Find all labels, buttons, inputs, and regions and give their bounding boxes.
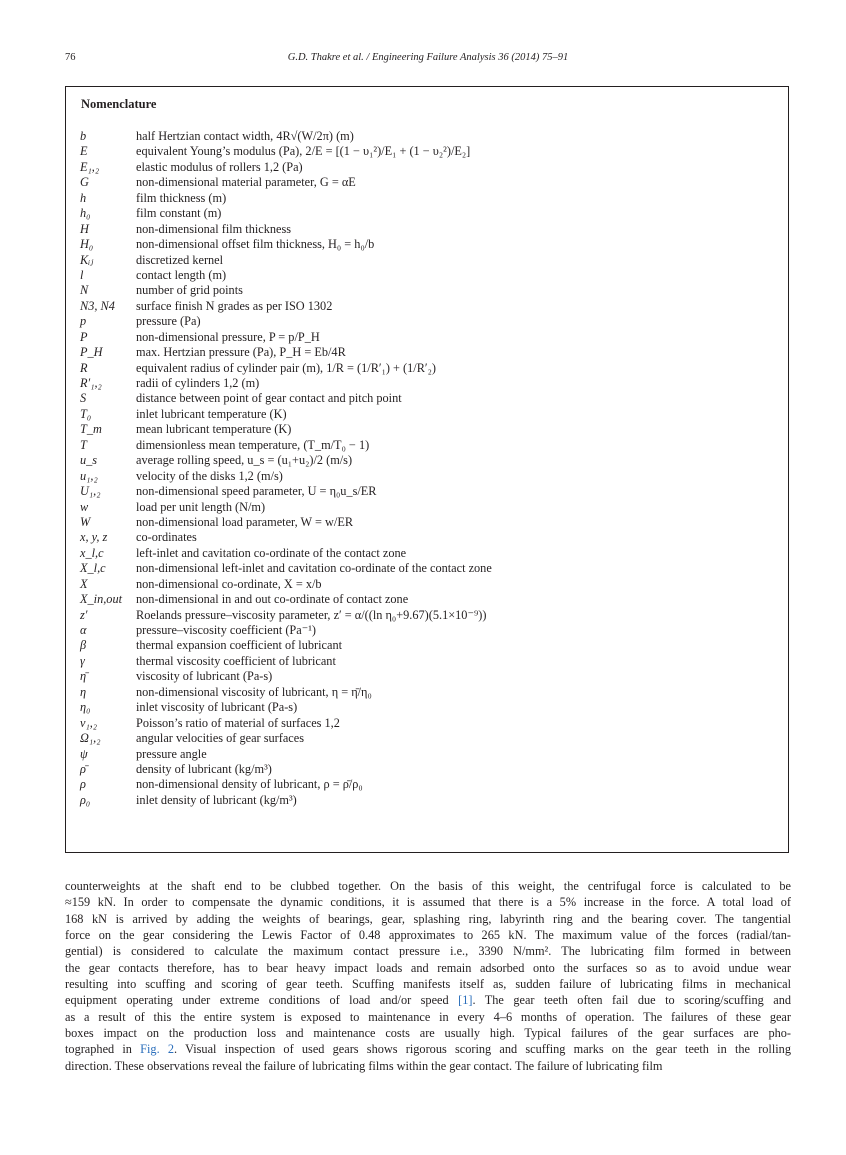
nomenclature-definition: non-dimensional offset film thickness, H₀ = h₀/b <box>136 237 375 252</box>
nomenclature-definition: viscosity of lubricant (Pa-s) <box>136 669 273 684</box>
nomenclature-row <box>80 623 770 638</box>
nomenclature-row <box>80 777 770 792</box>
nomenclature-symbol: X <box>80 576 88 591</box>
nomenclature-symbol: W <box>80 514 91 529</box>
nomenclature-symbol: Ω₁,₂ <box>80 731 101 746</box>
nomenclature-definition: velocity of the disks 1,2 (m/s) <box>136 468 283 483</box>
nomenclature-symbol: ρ̄ <box>80 761 86 776</box>
nomenclature-definition: discretized kernel <box>136 252 224 267</box>
nomenclature-symbol: X_l,c <box>80 561 106 576</box>
nomenclature-row <box>80 654 770 669</box>
nomenclature-row <box>80 175 770 190</box>
nomenclature-symbol: η₀ <box>80 700 91 715</box>
nomenclature-symbol: H <box>80 221 89 236</box>
nomenclature-symbol: R <box>80 360 88 375</box>
nomenclature-symbol: E₁,₂ <box>80 159 100 174</box>
nomenclature-row <box>80 144 770 159</box>
nomenclature-symbol: T <box>80 437 87 452</box>
nomenclature-symbol: z′ <box>80 607 88 622</box>
nomenclature-symbol: β <box>80 638 87 653</box>
nomenclature-definition: pressure–viscosity coefficient (Pa⁻¹) <box>136 623 317 637</box>
nomenclature-row <box>80 608 770 623</box>
nomenclature-symbol: l <box>80 267 84 282</box>
nomenclature-definition: load per unit length (N/m) <box>136 499 266 514</box>
nomenclature-row <box>80 700 770 715</box>
body-line: the gear contacts therefore, has to bear heavy impact loads and remain adsorbed onto the surfaces so as to avoid undue wear <box>65 960 791 975</box>
nomenclature-symbol: E <box>80 144 88 159</box>
nomenclature-symbol: G <box>80 175 89 190</box>
body-line: resulting into scuffing and scoring of gear teeth. Scuffing manifests itself as, sudden failure of lubricating films in mechanical <box>65 977 791 992</box>
nomenclature-definition: pressure angle <box>136 746 207 761</box>
nomenclature-box <box>65 86 789 853</box>
nomenclature-row <box>80 299 770 314</box>
nomenclature-definition: non-dimensional pressure, P = p/P_H <box>136 329 320 344</box>
nomenclature-symbol: X_in,out <box>80 592 123 607</box>
nomenclature-definition: film thickness (m) <box>136 190 227 205</box>
nomenclature-title: Nomenclature <box>81 97 157 111</box>
nomenclature-row <box>80 407 770 422</box>
nomenclature-row <box>80 237 770 252</box>
nomenclature-definition: non-dimensional material parameter, G = αE <box>136 175 356 190</box>
nomenclature-row <box>80 500 770 515</box>
nomenclature-definition: pressure (Pa) <box>136 314 201 329</box>
nomenclature-symbol: h₀ <box>80 206 91 221</box>
nomenclature-row <box>80 438 770 453</box>
nomenclature-symbol: η̄ <box>80 669 87 684</box>
body-line <box>65 992 791 1008</box>
nomenclature-symbol: h <box>80 190 87 205</box>
nomenclature-row <box>80 638 770 653</box>
nomenclature-definition: film constant (m) <box>136 206 222 221</box>
nomenclature-row <box>80 592 770 607</box>
nomenclature-symbol: N3, N4 <box>80 298 115 313</box>
nomenclature-symbol: R′₁,₂ <box>80 376 102 390</box>
nomenclature-definition: thermal viscosity coefficient of lubricant <box>136 653 336 668</box>
nomenclature-definition: co-ordinates <box>136 530 197 545</box>
body-line: ≈159 kN. In order to compensate the dynamic conditions, it is assumed that there is a 5% increase in the force. A total load of <box>65 895 791 910</box>
body-line: as a result of this the entire system is exposed to maintenance in every 4–6 months of operation. The failures of these gear <box>65 1009 791 1024</box>
nomenclature-row <box>80 422 770 437</box>
nomenclature-definition: mean lubricant temperature (K) <box>136 422 292 437</box>
nomenclature-symbol: ψ <box>80 746 88 761</box>
nomenclature-symbol: γ <box>80 653 85 668</box>
nomenclature-row <box>80 376 770 391</box>
nomenclature-definition: Roelands pressure–viscosity parameter, z′ = α/((ln η₀+9.67)(5.1×10⁻⁹)) <box>136 607 487 622</box>
nomenclature-row <box>80 716 770 731</box>
nomenclature-list <box>80 129 770 808</box>
nomenclature-symbol: P_H <box>80 345 103 360</box>
nomenclature-definition: density of lubricant (kg/m³) <box>136 761 272 776</box>
nomenclature-row <box>80 268 770 283</box>
body-line <box>65 1041 791 1057</box>
nomenclature-row <box>80 283 770 298</box>
nomenclature-definition: inlet viscosity of lubricant (Pa-s) <box>136 700 298 715</box>
nomenclature-row <box>80 515 770 530</box>
nomenclature-definition: distance between point of gear contact and pitch point <box>136 391 402 406</box>
nomenclature-symbol: x_l,c <box>80 545 104 560</box>
nomenclature-definition: non-dimensional film thickness <box>136 221 292 236</box>
nomenclature-symbol: α <box>80 623 87 637</box>
nomenclature-definition: average rolling speed, u_s = (u₁+u₂)/2 (m/s) <box>136 453 353 468</box>
nomenclature-row <box>80 530 770 545</box>
nomenclature-symbol: ρ₀ <box>80 792 91 807</box>
nomenclature-symbol: S <box>80 391 87 406</box>
nomenclature-definition: max. Hertzian pressure (Pa), P_H = Eb/4R <box>136 345 346 360</box>
nomenclature-symbol: x, y, z <box>80 530 108 545</box>
figure-link-fig2[interactable]: Fig. 2 <box>140 1042 175 1057</box>
nomenclature-row <box>80 793 770 808</box>
nomenclature-symbol: U₁,₂ <box>80 484 101 499</box>
nomenclature-row <box>80 731 770 746</box>
nomenclature-definition: thermal expansion coefficient of lubricant <box>136 638 343 653</box>
nomenclature-row <box>80 191 770 206</box>
body-text-run: . The gear teeth often fail due to scoring/scuffing and <box>472 993 791 1008</box>
nomenclature-row <box>80 546 770 561</box>
nomenclature-row <box>80 669 770 684</box>
nomenclature-definition: equivalent radius of cylinder pair (m), 1/R = (1/R′₁) + (1/R′₂) <box>136 360 436 375</box>
nomenclature-symbol: Kᵢⱼ <box>80 252 94 267</box>
nomenclature-row <box>80 129 770 144</box>
body-line: gential) is considered to calculate the maximum contact pressure i.e., 3390 N/mm². The lubricating film formed in between <box>65 944 791 959</box>
nomenclature-row <box>80 685 770 700</box>
nomenclature-definition: non-dimensional viscosity of lubricant, η = η̄/η₀ <box>136 684 372 699</box>
page-header <box>65 52 791 68</box>
nomenclature-definition: surface finish N grades as per ISO 1302 <box>136 298 333 313</box>
nomenclature-definition: contact length (m) <box>136 267 227 282</box>
nomenclature-symbol: ρ <box>80 777 86 792</box>
nomenclature-definition: dimensionless mean temperature, (T_m/T₀ − 1) <box>136 437 370 452</box>
nomenclature-row <box>80 484 770 499</box>
nomenclature-row <box>80 561 770 576</box>
body-line: counterweights at the shaft end to be clubbed together. On the basis of this weight, the centrifugal force is calculated to be <box>65 879 791 893</box>
nomenclature-symbol: T₀ <box>80 406 92 421</box>
nomenclature-definition: non-dimensional in and out co-ordinate of contact zone <box>136 592 409 607</box>
page-number: 76 <box>65 52 76 63</box>
nomenclature-definition: equivalent Young’s modulus (Pa), 2/E = [(1 − υ₁²)/E₁ + (1 − υ₂²)/E₂] <box>136 144 471 159</box>
nomenclature-symbol: w <box>80 499 89 514</box>
body-text-run: equipment operating under extreme conditions of load and/or speed <box>65 993 459 1008</box>
nomenclature-row <box>80 391 770 406</box>
nomenclature-definition: angular velocities of gear surfaces <box>136 731 304 746</box>
nomenclature-row <box>80 222 770 237</box>
body-text <box>65 878 791 1074</box>
nomenclature-definition: number of grid points <box>136 283 243 298</box>
nomenclature-row <box>80 253 770 268</box>
nomenclature-row <box>80 330 770 345</box>
nomenclature-symbol: P <box>80 329 88 344</box>
nomenclature-definition: elastic modulus of rollers 1,2 (Pa) <box>136 159 303 174</box>
body-text-run: tographed in <box>65 1042 141 1057</box>
nomenclature-row <box>80 577 770 592</box>
nomenclature-definition: non-dimensional co-ordinate, X = x/b <box>136 576 322 591</box>
nomenclature-definition: non-dimensional speed parameter, U = η₀u_s/ER <box>136 484 377 499</box>
nomenclature-symbol: N <box>80 283 89 298</box>
running-head: G.D. Thakre et al. / Engineering Failure Analysis 36 (2014) 75–91 <box>287 52 569 63</box>
nomenclature-symbol: η <box>80 684 87 699</box>
nomenclature-row <box>80 314 770 329</box>
nomenclature-row <box>80 453 770 468</box>
nomenclature-row <box>80 206 770 221</box>
nomenclature-definition: non-dimensional load parameter, W = w/ER <box>136 514 354 529</box>
nomenclature-definition: left-inlet and cavitation co-ordinate of the contact zone <box>136 545 407 560</box>
nomenclature-symbol: u₁,₂ <box>80 468 98 483</box>
nomenclature-symbol: b <box>80 129 87 143</box>
nomenclature-symbol: ν₁,₂ <box>80 715 98 730</box>
body-line: 168 kN is arrived by adding the weights of bearings, gear, splashing ring, labyrinth ring and the bearing cover. The tangential <box>65 911 791 926</box>
body-text-run: . Visual inspection of used gears shows rigorous scoring and scuffing marks on the gear teeth in the rolling <box>174 1042 791 1057</box>
nomenclature-row <box>80 762 770 777</box>
nomenclature-symbol: p <box>80 314 87 329</box>
nomenclature-symbol: T_m <box>80 422 102 437</box>
nomenclature-definition: inlet lubricant temperature (K) <box>136 406 287 421</box>
nomenclature-definition: Poisson’s ratio of material of surfaces 1,2 <box>136 715 340 730</box>
reference-link-1[interactable]: [1] <box>458 993 473 1008</box>
body-line: boxes impact on the production loss and maintenance costs are usually high. Typical failures of the gear surfaces are pho- <box>65 1026 791 1041</box>
body-line: force on the gear considering the Lewis Factor of 0.48 approximates to 265 kN. The maximum value of the forces (radial/tan- <box>65 928 791 943</box>
nomenclature-symbol: u_s <box>80 453 98 468</box>
nomenclature-row <box>80 469 770 484</box>
nomenclature-definition: radii of cylinders 1,2 (m) <box>136 376 260 390</box>
nomenclature-row <box>80 345 770 360</box>
nomenclature-definition: non-dimensional density of lubricant, ρ = ρ̄/ρ₀ <box>136 777 363 792</box>
nomenclature-row <box>80 160 770 175</box>
nomenclature-symbol: H₀ <box>80 237 94 252</box>
nomenclature-definition: half Hertzian contact width, 4R√(W/2π) (m) <box>136 129 354 143</box>
nomenclature-definition: inlet density of lubricant (kg/m³) <box>136 792 297 807</box>
nomenclature-row <box>80 747 770 762</box>
nomenclature-row <box>80 361 770 376</box>
nomenclature-definition: non-dimensional left-inlet and cavitation co-ordinate of the contact zone <box>136 561 492 576</box>
body-line: direction. These observations reveal the failure of lubricating films within the gear contact. The failure of lubricating film <box>65 1058 663 1073</box>
